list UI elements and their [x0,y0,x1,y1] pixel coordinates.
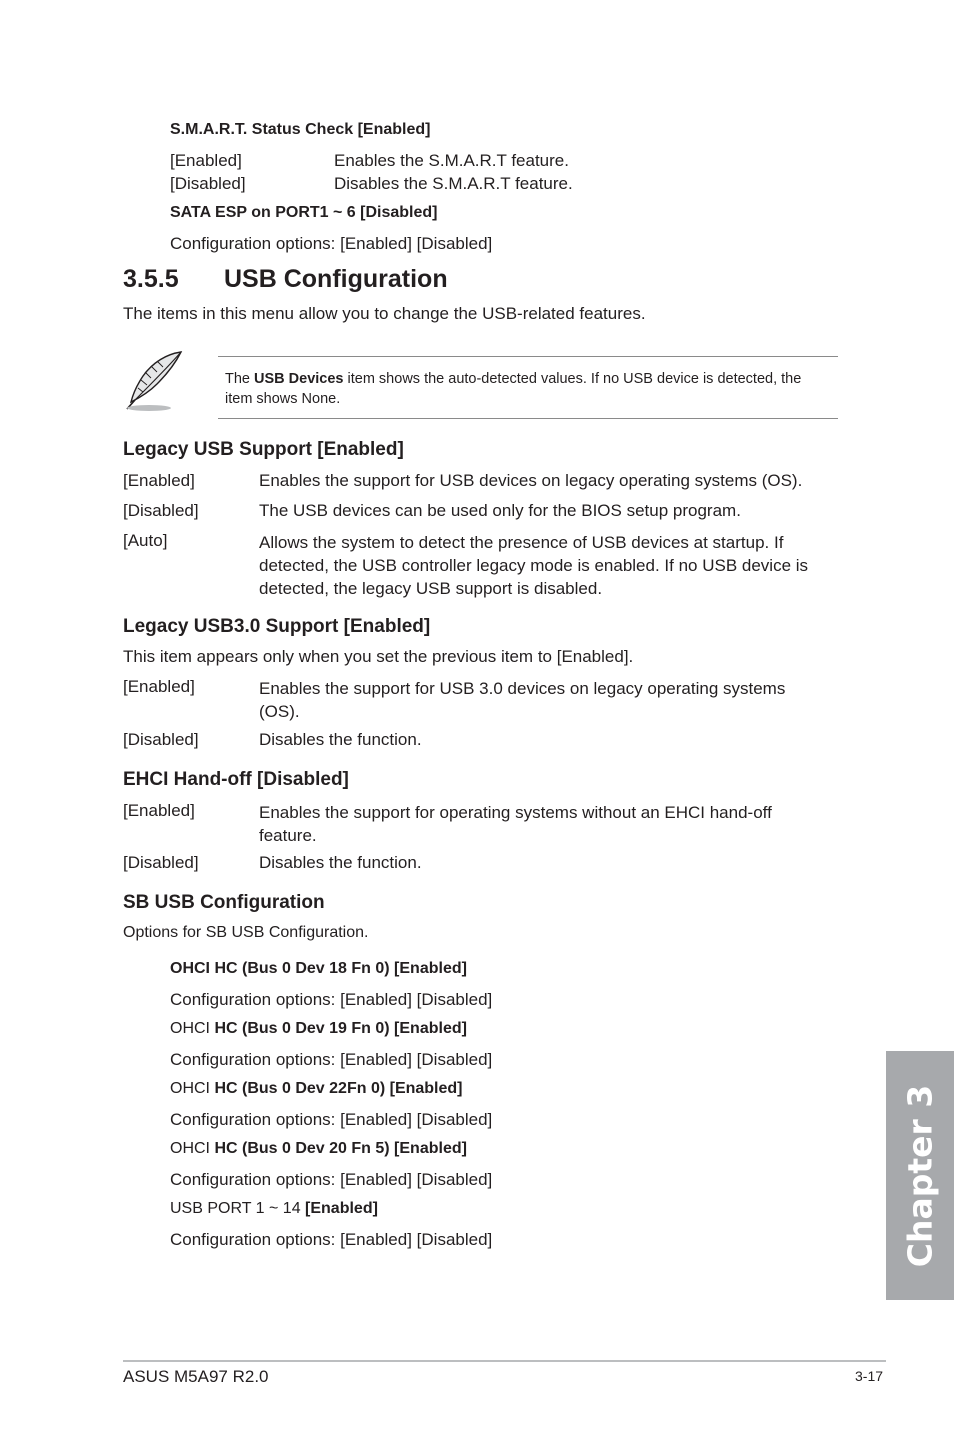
legacy-usb3-desc-enabled: Enables the support for USB 3.0 devices on legacy operating systems (OS). [259,679,786,721]
legacy-usb-option-enabled: [Enabled] [123,471,195,490]
legacy-usb-desc-auto: Allows the system to detect the presence of USB devices at startup. If detected, the USB controller legacy mode is enabled. If no USB device is detected, the legacy USB support is disabled. [259,533,809,598]
note-bold: USB Devices [254,371,344,387]
smart-option-enabled: [Enabled] [170,151,242,170]
sb-usb-item-config: Configuration options: [Enabled] [Disabled] [170,1230,493,1249]
legacy-usb3-heading: Legacy USB3.0 Support [Enabled] [123,616,431,637]
sb-usb-item-config: Configuration options: [Enabled] [Disabled] [170,1110,493,1129]
chapter-tab-label: Chapter 3 [900,1084,940,1267]
note-suffix: item shows the auto-detected values. If no USB device is detected, the item shows None. [225,371,802,407]
chapter-tab [886,1051,954,1300]
sata-esp-heading: SATA ESP on PORT1 ~ 6 [Disabled] [170,204,438,221]
legacy-usb-heading: Legacy USB Support [Enabled] [123,439,404,460]
section-number: 3.5.5 [123,265,179,293]
smart-desc-disabled: Disables the S.M.A.R.T feature. [334,174,573,193]
sb-usb-item-heading: OHCI HC (Bus 0 Dev 19 Fn 0) [Enabled] [170,1020,467,1037]
sb-usb-item-heading: OHCI HC (Bus 0 Dev 20 Fn 5) [Enabled] [170,1140,467,1157]
ehci-heading: EHCI Hand-off [Disabled] [123,769,349,790]
ehci-desc-disabled: Disables the function. [259,853,422,872]
sb-usb-item-heading: USB PORT 1 ~ 14 [Enabled] [170,1200,378,1217]
footer-divider [123,1360,886,1362]
legacy-usb-desc-disabled: The USB devices can be used only for the BIOS setup program. [259,501,741,520]
sb-usb-item-heading: OHCI HC (Bus 0 Dev 18 Fn 0) [Enabled] [170,960,467,977]
legacy-usb-desc-enabled: Enables the support for USB devices on legacy operating systems (OS). [259,471,803,490]
legacy-usb3-option-enabled: [Enabled] [123,677,195,696]
section-intro: The items in this menu allow you to change the USB-related features. [123,304,646,323]
footer-product: ASUS M5A97 R2.0 [123,1367,269,1386]
legacy-usb3-intro: This item appears only when you set the previous item to [Enabled]. [123,647,634,666]
smart-heading: S.M.A.R.T. Status Check [Enabled] [170,121,431,138]
sb-usb-item-config: Configuration options: [Enabled] [Disabled] [170,1170,493,1189]
note-prefix: The [225,371,255,387]
sb-usb-item-heading: OHCI HC (Bus 0 Dev 22Fn 0) [Enabled] [170,1080,463,1097]
smart-desc-enabled: Enables the S.M.A.R.T feature. [334,151,569,170]
section-title: USB Configuration [224,265,448,293]
note-box [218,356,838,419]
legacy-usb3-option-disabled: [Disabled] [123,730,199,749]
sb-usb-item-config: Configuration options: [Enabled] [Disabled] [170,1050,493,1069]
sb-usb-intro: Options for SB USB Configuration. [123,924,369,941]
smart-option-disabled: [Disabled] [170,174,246,193]
legacy-usb3-desc-disabled: Disables the function. [259,730,422,749]
sb-usb-heading: SB USB Configuration [123,892,325,913]
sata-esp-config: Configuration options: [Enabled] [Disabled] [170,234,493,253]
note-text [225,369,830,409]
legacy-usb-option-auto: [Auto] [123,531,168,550]
legacy-usb-option-disabled: [Disabled] [123,501,199,520]
footer-page-number: 3-17 [855,1368,884,1384]
ehci-option-disabled: [Disabled] [123,853,199,872]
feather-pen-icon [121,348,187,414]
ehci-option-enabled: [Enabled] [123,801,195,820]
sb-usb-item-config: Configuration options: [Enabled] [Disabled] [170,990,493,1009]
ehci-desc-enabled: Enables the support for operating systems without an EHCI hand-off feature. [259,803,772,845]
